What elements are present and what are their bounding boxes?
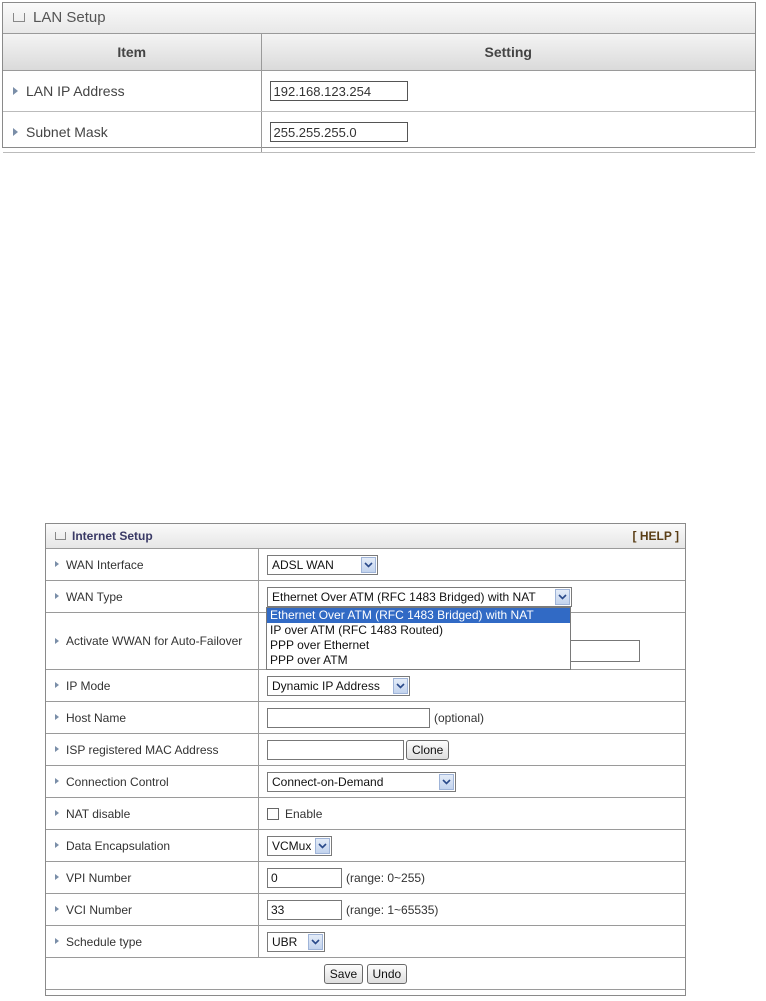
bullet-arrow-icon <box>55 842 59 848</box>
connection-control-select[interactable]: Connect-on-Demand <box>267 772 456 792</box>
table-row <box>3 112 755 153</box>
ip-mode-label: IP Mode <box>66 678 111 693</box>
wwan-failover-input[interactable] <box>569 640 640 662</box>
col-item-header: Item <box>3 34 261 71</box>
wan-interface-label: WAN Interface <box>66 557 144 572</box>
lan-setup-titlebar <box>3 3 755 34</box>
bullet-arrow-icon <box>55 638 59 644</box>
wwan-failover-label: Activate WWAN for Auto-Failover <box>66 634 243 648</box>
host-name-label: Host Name <box>66 710 127 725</box>
table-row <box>46 862 685 894</box>
wan-type-dropdown-list[interactable] <box>266 607 571 670</box>
bullet-arrow-icon <box>13 87 18 95</box>
vci-number-input[interactable] <box>267 900 342 920</box>
lan-setup-panel <box>2 2 756 148</box>
optional-note: (optional) <box>434 710 485 725</box>
lan-setup-title: LAN Setup <box>33 9 106 26</box>
panel-icon <box>55 532 66 540</box>
bullet-arrow-icon <box>55 906 59 912</box>
chevron-down-icon <box>393 678 408 694</box>
undo-button[interactable]: Undo <box>367 964 408 984</box>
host-name-input[interactable] <box>267 708 430 728</box>
internet-setup-titlebar <box>46 524 685 549</box>
save-button[interactable]: Save <box>324 964 363 984</box>
vpi-number-input[interactable] <box>267 868 342 888</box>
schedule-type-select[interactable]: UBR <box>267 932 325 952</box>
table-row <box>46 926 685 958</box>
bullet-arrow-icon <box>55 874 59 880</box>
bullet-arrow-icon <box>55 561 59 567</box>
wan-type-option[interactable]: Ethernet Over ATM (RFC 1483 Bridged) with NAT <box>267 608 570 623</box>
clone-button[interactable]: Clone <box>406 740 449 760</box>
ip-mode-select[interactable]: Dynamic IP Address <box>267 676 410 696</box>
chevron-down-icon <box>315 838 330 854</box>
table-row <box>46 830 685 862</box>
bullet-arrow-icon <box>55 778 59 784</box>
table-row <box>46 670 685 702</box>
wan-type-option[interactable]: IP over ATM (RFC 1483 Routed) <box>270 623 443 637</box>
help-link[interactable]: [ HELP ] <box>632 529 679 543</box>
lan-ip-label: LAN IP Address <box>26 83 125 99</box>
lan-setup-table <box>3 34 755 153</box>
table-row <box>46 734 685 766</box>
bullet-arrow-icon <box>55 746 59 752</box>
wan-type-label: WAN Type <box>66 589 123 604</box>
panel-icon <box>13 13 25 22</box>
nat-enable-text: Enable <box>285 806 323 821</box>
chevron-down-icon <box>308 934 323 950</box>
lan-ip-input[interactable] <box>270 81 408 101</box>
wan-type-select[interactable]: Ethernet Over ATM (RFC 1483 Bridged) with NAT <box>267 587 572 607</box>
table-row <box>46 549 685 581</box>
wan-interface-select[interactable]: ADSL WAN <box>267 555 378 575</box>
col-setting-header: Setting <box>261 34 755 71</box>
lan-header-row <box>3 34 755 71</box>
connection-control-label: Connection Control <box>66 774 169 789</box>
vci-range-note: (range: 1~65535) <box>346 902 439 917</box>
chevron-down-icon <box>439 774 454 790</box>
nat-disable-checkbox[interactable] <box>267 808 279 820</box>
table-row <box>3 71 755 112</box>
vpi-number-label: VPI Number <box>66 870 132 885</box>
bullet-arrow-icon <box>55 810 59 816</box>
subnet-mask-input[interactable] <box>270 122 408 142</box>
table-row <box>46 894 685 926</box>
chevron-down-icon <box>555 589 570 605</box>
chevron-down-icon <box>361 557 376 573</box>
bullet-arrow-icon <box>13 128 18 136</box>
nat-disable-label: NAT disable <box>66 806 131 821</box>
subnet-mask-label: Subnet Mask <box>26 124 108 140</box>
table-row <box>46 702 685 734</box>
bullet-arrow-icon <box>55 593 59 599</box>
wan-type-option[interactable]: PPP over Ethernet <box>270 638 370 652</box>
table-row <box>46 766 685 798</box>
bullet-arrow-icon <box>55 938 59 944</box>
data-encapsulation-select[interactable]: VCMux <box>267 836 332 856</box>
vpi-range-note: (range: 0~255) <box>346 870 426 885</box>
internet-setup-panel <box>45 523 686 996</box>
table-row <box>46 798 685 830</box>
data-encapsulation-label: Data Encapsulation <box>66 838 171 853</box>
schedule-type-label: Schedule type <box>66 934 143 949</box>
bullet-arrow-icon <box>55 714 59 720</box>
isp-mac-input[interactable] <box>267 740 404 760</box>
bullet-arrow-icon <box>55 682 59 688</box>
internet-setup-title: Internet Setup <box>72 529 153 543</box>
wan-type-option[interactable]: PPP over ATM <box>270 653 348 667</box>
isp-mac-label: ISP registered MAC Address <box>66 742 219 757</box>
action-row <box>46 958 685 990</box>
vci-number-label: VCI Number <box>66 902 133 917</box>
